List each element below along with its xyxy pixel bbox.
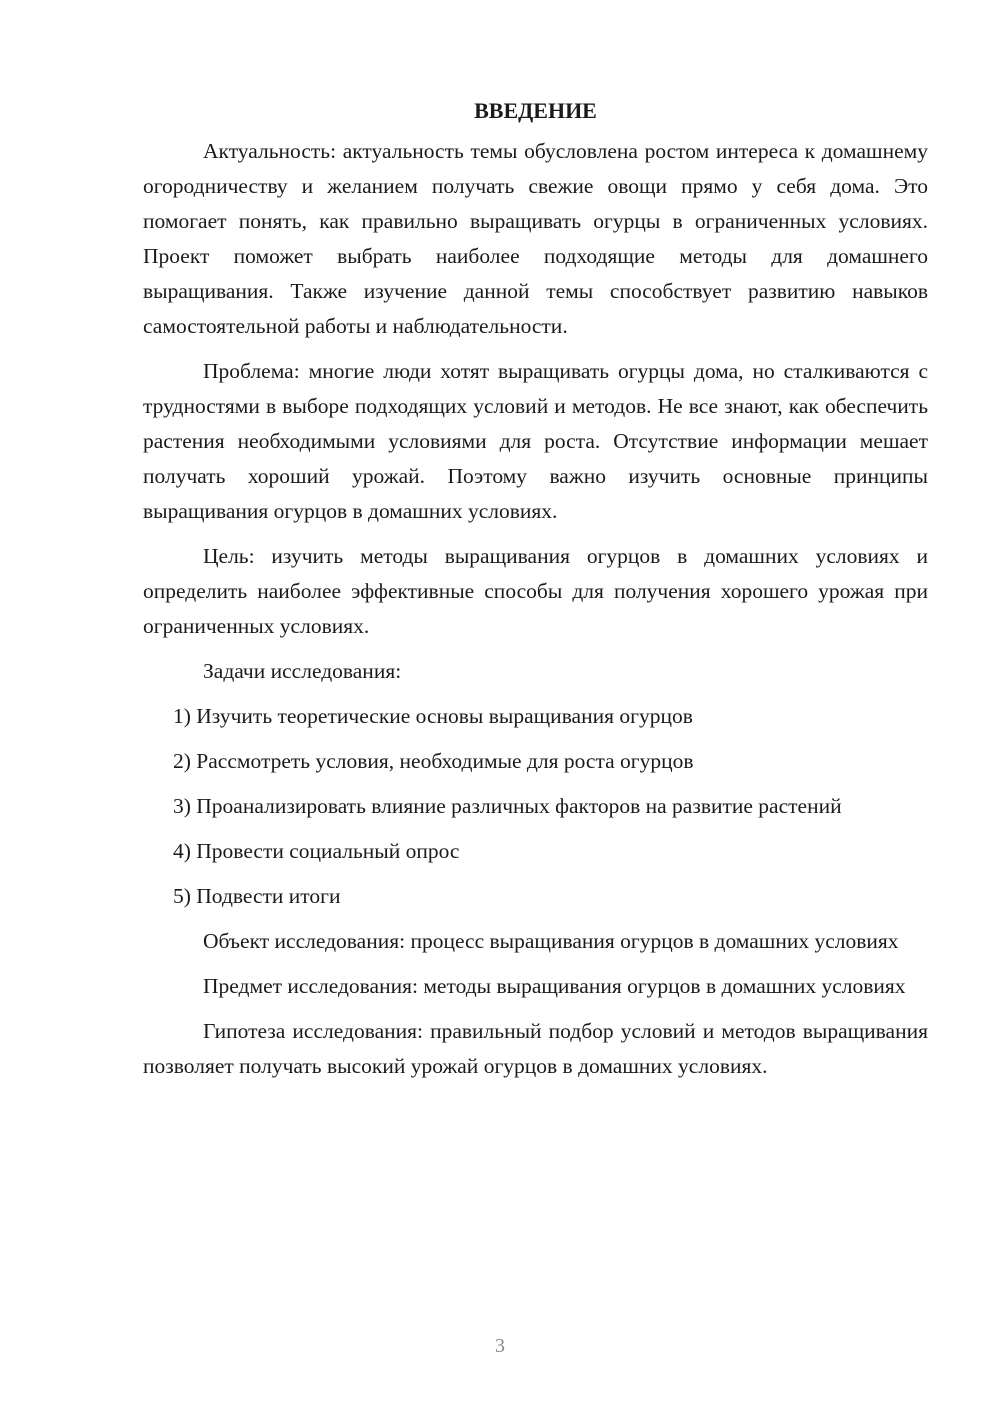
paragraph-hypothesis: Гипотеза исследования: правильный подбор условий и методов выращивания позволяет получать высокий урожай огурцов в домашних условиях. xyxy=(143,1019,928,1078)
task-item-4: 4) Провести социальный опрос xyxy=(173,839,460,863)
task-item-3: 3) Проанализировать влияние различных факторов на развитие растений xyxy=(173,794,842,818)
document-page xyxy=(143,96,928,1094)
paragraph-object: Объект исследования: процесс выращивания огурцов в домашних условиях xyxy=(203,929,899,953)
page-number: 3 xyxy=(495,1335,505,1357)
paragraph-goal: Цель: изучить методы выращивания огурцов в домашних условиях и определить наиболее эффективные способы для получения хорошего урожая при ограниченных условиях. xyxy=(143,544,928,638)
tasks-list xyxy=(143,699,928,914)
paragraph-problem: Проблема: многие люди хотят выращивать огурцы дома, но сталкиваются с трудностями в выборе подходящих условий и методов. Не все знают, как обеспечить растения необходимыми условиями для роста. Отсутствие информации мешает получать хороший урожай. Поэтому важно изучить основные принципы выращивания огурцов в домашних условиях. xyxy=(143,359,928,523)
task-item-5: 5) Подвести итоги xyxy=(173,884,341,908)
paragraph-subject: Предмет исследования: методы выращивания огурцов в домашних условиях xyxy=(203,974,906,998)
task-item-2: 2) Рассмотреть условия, необходимые для роста огурцов xyxy=(173,749,694,773)
paragraph-relevance: Актуальность: актуальность темы обусловлена ростом интереса к домашнему огородничеству и желанием получать свежие овощи прямо у себя дома. Это помогает понять, как правильно выращивать огурцы в ограниченных условиях. Проект поможет выбрать наиболее подходящие методы для домашнего выращивания. Также изучение данной темы способствует развитию навыков самостоятельной работы и наблюдательности. xyxy=(143,139,928,338)
section-title: ВВЕДЕНИЕ xyxy=(474,98,597,123)
task-item-1: 1) Изучить теоретические основы выращивания огурцов xyxy=(173,704,693,728)
paragraph-tasks-heading: Задачи исследования: xyxy=(203,659,402,683)
